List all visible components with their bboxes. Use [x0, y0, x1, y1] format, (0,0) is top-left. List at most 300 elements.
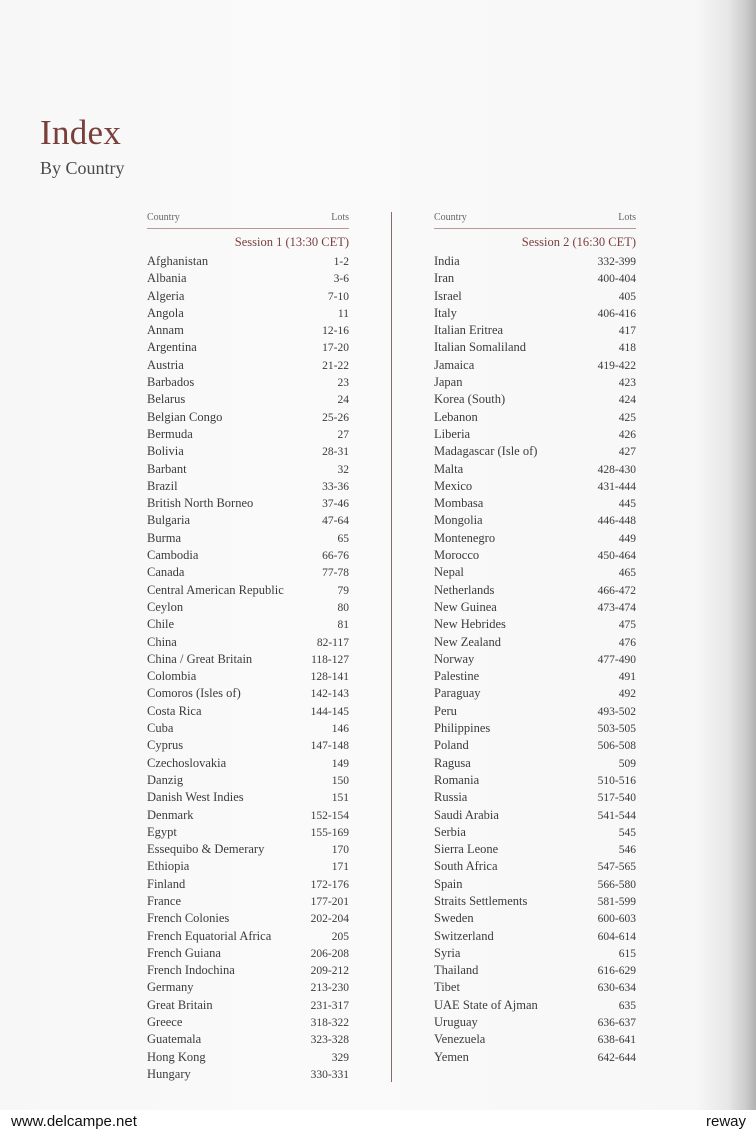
index-row	[434, 495, 636, 512]
watermark-seller: reway	[705, 1113, 746, 1130]
lot-range: 27	[337, 428, 349, 441]
country-name: New Hebrides	[434, 617, 506, 632]
index-row	[434, 685, 636, 702]
lot-range: 79	[337, 584, 349, 597]
lot-range: 146	[331, 723, 349, 736]
country-name: Norway	[434, 651, 475, 666]
index-column-session-2	[434, 210, 636, 1066]
page-subtitle: By Country	[40, 158, 125, 178]
country-name: Venezuela	[434, 1032, 486, 1047]
country-name: Palestine	[434, 669, 480, 684]
index-row	[434, 737, 636, 754]
index-row	[434, 426, 636, 443]
country-name: Poland	[434, 738, 469, 753]
lot-range: 431-444	[597, 480, 636, 493]
country-name: Cuba	[147, 721, 174, 736]
index-row	[147, 755, 349, 772]
index-row	[434, 357, 636, 374]
lot-range: 405	[618, 290, 636, 303]
index-row	[147, 616, 349, 633]
session-heading: Session 2 (16:30 CET)	[521, 235, 636, 249]
lot-range: 33-36	[322, 480, 349, 493]
lot-range: 144-145	[310, 705, 349, 718]
country-name: UAE State of Ajman	[434, 997, 538, 1012]
lot-range: 547-565	[597, 861, 636, 874]
index-row	[147, 1031, 349, 1048]
lot-range: 213-230	[310, 982, 349, 995]
country-name: Argentina	[147, 340, 197, 355]
index-row	[434, 720, 636, 737]
country-name: Italian Eritrea	[434, 323, 504, 338]
country-name: British North Borneo	[147, 496, 254, 511]
index-row	[434, 616, 636, 633]
index-row	[434, 339, 636, 356]
index-row	[434, 322, 636, 339]
lot-range: 517-540	[597, 792, 636, 805]
index-row	[434, 409, 636, 426]
country-name: Annam	[147, 323, 184, 338]
lot-range: 21-22	[322, 359, 349, 372]
index-row	[434, 564, 636, 581]
country-name: Central American Republic	[147, 582, 284, 597]
country-name: South Africa	[434, 859, 498, 874]
lot-range: 329	[331, 1051, 349, 1064]
lot-range: 400-404	[597, 273, 636, 286]
lot-range: 566-580	[597, 878, 636, 891]
country-name: Ceylon	[147, 599, 184, 614]
index-row	[147, 478, 349, 495]
lot-range: 318-322	[310, 1017, 349, 1030]
country-name: Afghanistan	[147, 254, 209, 268]
lot-range: 65	[337, 532, 349, 545]
lot-range: 418	[618, 342, 636, 355]
country-name: Germany	[147, 980, 194, 995]
index-row	[147, 288, 349, 305]
lot-range: 118-127	[311, 653, 349, 666]
country-name: Brazil	[147, 478, 178, 493]
lot-range: 510-516	[597, 774, 636, 787]
lot-range: 82-117	[316, 636, 349, 649]
country-name: Ragusa	[434, 755, 471, 770]
index-row	[434, 305, 636, 322]
country-name: Morocco	[434, 548, 480, 563]
index-row	[147, 997, 349, 1014]
index-row	[147, 841, 349, 858]
lot-range: 491	[618, 671, 636, 684]
country-name: Cyprus	[147, 738, 184, 753]
lot-range: 423	[618, 377, 636, 390]
lot-range: 37-46	[322, 498, 349, 511]
column-divider	[391, 212, 392, 1082]
lot-range: 17-20	[322, 342, 349, 355]
lot-range: 155-169	[310, 826, 349, 839]
country-name: Iran	[434, 271, 455, 286]
index-row	[147, 270, 349, 287]
country-name: Italian Somaliland	[434, 340, 526, 355]
index-row	[147, 651, 349, 668]
index-row	[147, 253, 349, 270]
index-row	[147, 512, 349, 529]
country-name: Madagascar (Isle of)	[434, 444, 538, 459]
country-name: Switzerland	[434, 928, 494, 943]
index-row	[147, 634, 349, 651]
country-name: Belgian Congo	[147, 409, 223, 424]
country-name: Tibet	[434, 980, 460, 995]
index-row	[434, 530, 636, 547]
lot-range: 600-603	[597, 913, 636, 926]
country-column-label: Country	[147, 212, 180, 223]
lots-column-label: Lots	[618, 212, 636, 223]
lot-range: 7-10	[327, 290, 349, 303]
lots-column-label: Lots	[331, 212, 349, 223]
lot-range: 149	[331, 757, 349, 770]
country-name: Straits Settlements	[434, 893, 528, 908]
index-row	[147, 305, 349, 322]
country-name: Costa Rica	[147, 703, 202, 718]
lot-range: 465	[618, 567, 636, 580]
index-row	[434, 391, 636, 408]
index-row	[434, 253, 636, 270]
country-name: Paraguay	[434, 686, 481, 701]
lot-range: 427	[618, 446, 636, 459]
lot-range: 419-422	[597, 359, 636, 372]
lot-range: 615	[618, 947, 636, 960]
lot-range: 425	[618, 411, 636, 424]
column-header	[434, 210, 636, 229]
country-name: Mongolia	[434, 513, 483, 528]
index-row	[434, 962, 636, 979]
country-column-label: Country	[434, 212, 467, 223]
lot-range: 332-399	[597, 256, 636, 268]
country-name: Denmark	[147, 807, 194, 822]
lot-range: 23	[337, 377, 349, 390]
lot-range: 77-78	[322, 567, 349, 580]
index-row	[434, 443, 636, 460]
lot-range: 150	[331, 774, 349, 787]
lot-range: 476	[618, 636, 636, 649]
index-row	[434, 945, 636, 962]
country-name: Angola	[147, 305, 184, 320]
index-row	[147, 772, 349, 789]
country-name: Algeria	[147, 288, 185, 303]
lot-range: 172-176	[310, 878, 349, 891]
lot-range: 47-64	[322, 515, 349, 528]
country-name: Saudi Arabia	[434, 807, 499, 822]
lot-range: 506-508	[597, 740, 636, 753]
country-name: Thailand	[434, 963, 479, 978]
index-row	[147, 945, 349, 962]
country-name: Serbia	[434, 824, 466, 839]
country-name: Israel	[434, 288, 462, 303]
index-row	[434, 910, 636, 927]
country-name: Russia	[434, 790, 468, 805]
lot-range: 642-644	[597, 1051, 636, 1064]
lot-range: 231-317	[310, 999, 349, 1012]
lot-range: 170	[331, 844, 349, 857]
index-row	[147, 426, 349, 443]
index-row	[147, 807, 349, 824]
index-row	[434, 547, 636, 564]
index-row	[147, 409, 349, 426]
lot-range: 635	[618, 999, 636, 1012]
lot-range: 80	[337, 601, 349, 614]
lot-range: 493-502	[597, 705, 636, 718]
lot-range: 128-141	[310, 671, 349, 684]
index-row	[147, 357, 349, 374]
lot-range: 11	[337, 307, 349, 320]
country-name: Danish West Indies	[147, 790, 244, 805]
country-name: Mexico	[434, 478, 473, 493]
country-name: French Equatorial Africa	[147, 928, 272, 943]
index-row	[434, 893, 636, 910]
lot-range: 205	[331, 930, 349, 943]
country-name: Essequibo & Demerary	[147, 842, 265, 857]
country-name: Great Britain	[147, 997, 213, 1012]
lot-range: 475	[618, 619, 636, 632]
index-row	[147, 858, 349, 875]
index-row	[147, 443, 349, 460]
country-name: Bermuda	[147, 426, 193, 441]
country-name: Ethiopia	[147, 859, 190, 874]
country-name: Korea (South)	[434, 392, 506, 407]
lot-range: 330-331	[310, 1068, 349, 1081]
lot-range: 209-212	[310, 965, 349, 978]
index-row	[147, 668, 349, 685]
country-name: Sweden	[434, 911, 474, 926]
country-name: Albania	[147, 271, 187, 286]
country-name: Cambodia	[147, 548, 199, 563]
country-name: Uruguay	[434, 1015, 478, 1030]
country-name: Hungary	[147, 1066, 191, 1081]
index-row	[434, 876, 636, 893]
index-row	[147, 962, 349, 979]
country-name: France	[147, 893, 182, 908]
index-row	[147, 703, 349, 720]
lot-range: 426	[618, 428, 636, 441]
lot-range: 638-641	[597, 1034, 636, 1047]
lot-range: 509	[618, 757, 636, 770]
index-row	[434, 1014, 636, 1031]
country-name: New Guinea	[434, 599, 497, 614]
country-list	[434, 253, 636, 1066]
index-row	[147, 564, 349, 581]
country-name: Finland	[147, 876, 186, 891]
lot-range: 323-328	[310, 1034, 349, 1047]
lot-range: 142-143	[310, 688, 349, 701]
lot-range: 604-614	[597, 930, 636, 943]
country-name: Belarus	[147, 392, 186, 407]
index-row	[147, 1014, 349, 1031]
lot-range: 81	[337, 619, 349, 632]
country-name: Mombasa	[434, 496, 484, 511]
index-row	[147, 374, 349, 391]
lot-range: 12-16	[322, 325, 349, 338]
index-row	[147, 547, 349, 564]
country-name: Colombia	[147, 669, 197, 684]
index-row	[434, 634, 636, 651]
country-name: Malta	[434, 461, 464, 476]
country-name: Lebanon	[434, 409, 478, 424]
lot-range: 152-154	[310, 809, 349, 822]
country-name: Canada	[147, 565, 185, 580]
lot-range: 3-6	[333, 273, 349, 286]
country-name: Netherlands	[434, 582, 495, 597]
index-column-session-1	[147, 210, 349, 1083]
lot-range: 417	[618, 325, 636, 338]
index-row	[434, 668, 636, 685]
country-name: Bulgaria	[147, 513, 191, 528]
index-row	[147, 928, 349, 945]
country-name: Italy	[434, 305, 457, 320]
index-row	[434, 789, 636, 806]
country-name: Austria	[147, 357, 184, 372]
country-name: Chile	[147, 617, 175, 632]
country-name: New Zealand	[434, 634, 501, 649]
lot-range: 446-448	[597, 515, 636, 528]
page-spine-shadow	[728, 0, 756, 1110]
lot-range: 151	[331, 792, 349, 805]
country-name: Bolivia	[147, 444, 184, 459]
lot-range: 147-148	[310, 740, 349, 753]
country-name: Egypt	[147, 824, 177, 839]
index-row	[147, 1066, 349, 1083]
index-row	[434, 979, 636, 996]
country-name: Jamaica	[434, 357, 475, 372]
index-row	[147, 339, 349, 356]
country-name: Greece	[147, 1015, 183, 1030]
watermark-site: www.delcampe.net	[11, 1113, 137, 1130]
country-name: Burma	[147, 530, 182, 545]
index-row	[147, 910, 349, 927]
lot-range: 28-31	[322, 446, 349, 459]
index-row	[147, 1049, 349, 1066]
country-name: China	[147, 634, 177, 649]
country-name: Spain	[434, 876, 463, 891]
lot-range: 449	[618, 532, 636, 545]
lot-range: 428-430	[597, 463, 636, 476]
session-heading: Session 1 (13:30 CET)	[234, 235, 349, 249]
index-row	[434, 703, 636, 720]
lot-range: 616-629	[597, 965, 636, 978]
index-row	[434, 374, 636, 391]
country-name: Danzig	[147, 772, 184, 787]
index-row	[147, 495, 349, 512]
country-name: Sierra Leone	[434, 842, 499, 857]
lot-range: 206-208	[310, 947, 349, 960]
lot-range: 1-2	[333, 256, 349, 268]
index-row	[147, 322, 349, 339]
index-row	[147, 824, 349, 841]
index-row	[147, 685, 349, 702]
country-name: Hong Kong	[147, 1049, 206, 1064]
country-name: Barbant	[147, 461, 187, 476]
country-name: Comoros (Isles of)	[147, 686, 241, 701]
index-row	[147, 599, 349, 616]
country-name: French Colonies	[147, 911, 230, 926]
country-name: Japan	[434, 375, 463, 390]
index-row	[147, 876, 349, 893]
index-row	[147, 979, 349, 996]
page-title: Index	[40, 113, 122, 152]
country-name: Romania	[434, 772, 480, 787]
lot-range: 636-637	[597, 1017, 636, 1030]
country-name: Peru	[434, 703, 457, 718]
index-row	[434, 997, 636, 1014]
index-row	[434, 478, 636, 495]
index-row	[434, 288, 636, 305]
index-row	[147, 789, 349, 806]
lot-range: 545	[618, 826, 636, 839]
lot-range: 546	[618, 844, 636, 857]
lot-range: 581-599	[597, 895, 636, 908]
index-row	[434, 858, 636, 875]
lot-range: 424	[618, 394, 636, 407]
country-name: Barbados	[147, 375, 195, 390]
lot-range: 66-76	[322, 550, 349, 563]
index-row	[434, 651, 636, 668]
index-row	[434, 772, 636, 789]
index-row	[434, 599, 636, 616]
index-row	[434, 1049, 636, 1066]
lot-range: 445	[618, 498, 636, 511]
index-row	[434, 270, 636, 287]
country-name: Liberia	[434, 426, 471, 441]
index-row	[434, 1031, 636, 1048]
lot-range: 171	[331, 861, 349, 874]
index-row	[434, 755, 636, 772]
index-row	[147, 530, 349, 547]
country-name: Guatemala	[147, 1032, 202, 1047]
index-row	[434, 461, 636, 478]
country-name: Syria	[434, 945, 461, 960]
lot-range: 473-474	[597, 601, 636, 614]
country-name: India	[434, 254, 460, 268]
column-header	[147, 210, 349, 229]
lot-range: 466-472	[597, 584, 636, 597]
watermark-bar	[0, 1110, 756, 1131]
lot-range: 25-26	[322, 411, 349, 424]
country-name: Nepal	[434, 565, 464, 580]
lot-range: 177-201	[310, 895, 349, 908]
country-name: French Guiana	[147, 945, 221, 960]
index-row	[434, 928, 636, 945]
lot-range: 32	[337, 463, 349, 476]
index-row	[434, 841, 636, 858]
country-name: Czechoslovakia	[147, 755, 227, 770]
index-row	[147, 391, 349, 408]
index-row	[434, 582, 636, 599]
index-row	[434, 824, 636, 841]
lot-range: 477-490	[597, 653, 636, 666]
index-row	[147, 737, 349, 754]
lot-range: 630-634	[597, 982, 636, 995]
lot-range: 406-416	[597, 307, 636, 320]
lot-range: 202-204	[310, 913, 349, 926]
country-name: Yemen	[434, 1049, 469, 1064]
lot-range: 503-505	[597, 723, 636, 736]
lot-range: 492	[618, 688, 636, 701]
index-row	[147, 720, 349, 737]
country-name: Philippines	[434, 721, 491, 736]
country-name: French Indochina	[147, 963, 235, 978]
index-row	[147, 461, 349, 478]
index-row	[434, 512, 636, 529]
country-list	[147, 253, 349, 1083]
index-row	[147, 893, 349, 910]
lot-range: 541-544	[597, 809, 636, 822]
lot-range: 24	[337, 394, 349, 407]
country-name: China / Great Britain	[147, 651, 253, 666]
